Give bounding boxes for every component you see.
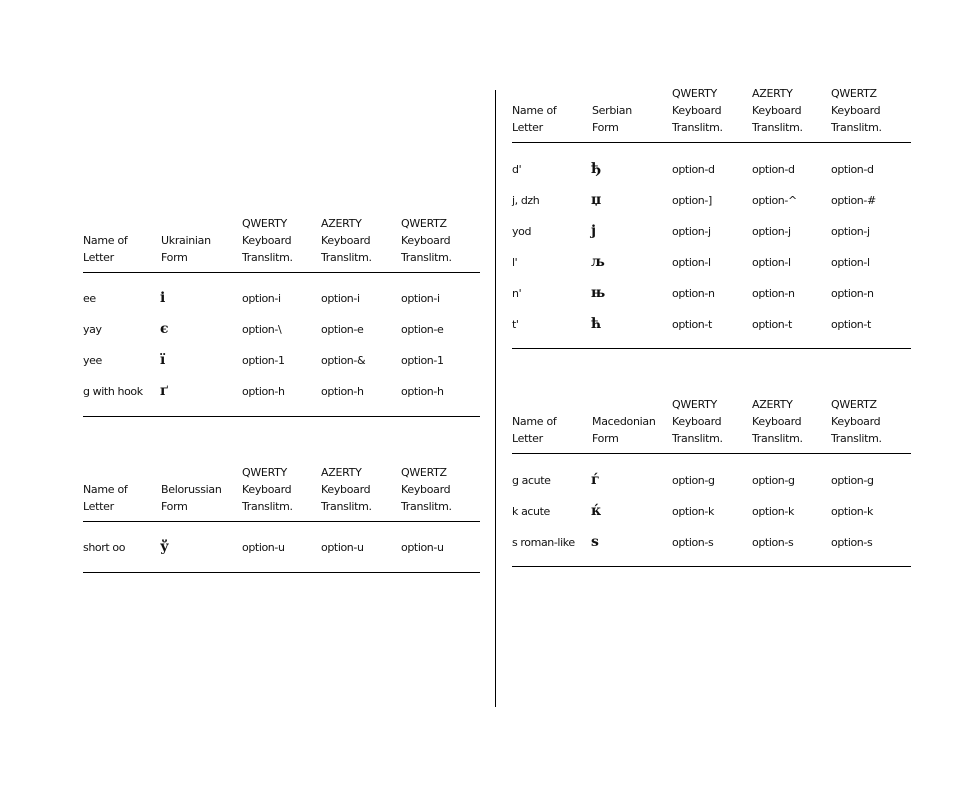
- header-name: Name of Letter: [83, 483, 128, 513]
- qwerty-key: option-k: [672, 505, 714, 518]
- letter-name: g with hook: [83, 385, 143, 398]
- header-name: Name of Letter: [512, 104, 557, 134]
- qwertz-key: option-g: [831, 474, 874, 487]
- qwerty-key: option-g: [672, 474, 715, 487]
- table-row: [83, 384, 480, 404]
- azerty-key: option-t: [752, 318, 792, 331]
- footer-rule: [83, 416, 480, 417]
- azerty-key: option-l: [752, 256, 791, 269]
- qwertz-key: option-s: [831, 536, 873, 549]
- qwertz-key: option-1: [401, 354, 444, 367]
- letter-form: ў: [160, 539, 169, 555]
- header-qwertz: QWERTZ Keyboard Translitm.: [401, 466, 452, 513]
- table-header: [83, 210, 480, 272]
- table-row: [83, 540, 480, 560]
- qwertz-key: option-t: [831, 318, 871, 331]
- qwerty-key: option-t: [672, 318, 712, 331]
- header-rule: [512, 142, 911, 143]
- letter-name: j, dzh: [512, 194, 540, 207]
- azerty-key: option-h: [321, 385, 364, 398]
- letter-name: g acute: [512, 474, 551, 487]
- qwertz-key: option-u: [401, 541, 444, 554]
- table-row: [512, 473, 911, 493]
- table-row: [512, 255, 911, 275]
- azerty-key: option-j: [752, 225, 791, 238]
- qwerty-key: option-]: [672, 194, 712, 207]
- letter-name: yay: [83, 323, 102, 336]
- letter-name: short oo: [83, 541, 126, 554]
- qwertz-key: option-l: [831, 256, 870, 269]
- header-rule: [83, 272, 480, 273]
- letter-form: ѕ: [591, 534, 599, 550]
- qwertz-key: option-i: [401, 292, 440, 305]
- table-header: [512, 391, 911, 453]
- header-name: Name of Letter: [83, 234, 128, 264]
- qwerty-key: option-d: [672, 163, 715, 176]
- letter-name: d': [512, 163, 522, 176]
- letter-name: k acute: [512, 505, 550, 518]
- header-form: Ukrainian Form: [161, 234, 211, 264]
- azerty-key: option-^: [752, 194, 797, 207]
- qwertz-key: option-#: [831, 194, 876, 207]
- qwertz-key: option-h: [401, 385, 444, 398]
- header-qwertz: QWERTZ Keyboard Translitm.: [401, 217, 452, 264]
- column-divider: [495, 90, 496, 707]
- qwertz-key: option-e: [401, 323, 444, 336]
- header-qwerty: QWERTY Keyboard Translitm.: [242, 466, 293, 513]
- qwertz-key: option-j: [831, 225, 870, 238]
- footer-rule: [512, 348, 911, 349]
- letter-form: ѓ: [591, 472, 600, 488]
- letter-form: і: [160, 290, 166, 306]
- qwertz-key: option-n: [831, 287, 874, 300]
- header-qwertz: QWERTZ Keyboard Translitm.: [831, 398, 882, 445]
- table-row: [512, 317, 911, 337]
- letter-name: l': [512, 256, 518, 269]
- letter-form: є: [160, 321, 169, 337]
- header-name: Name of Letter: [512, 415, 557, 445]
- table-row: [512, 286, 911, 306]
- qwerty-key: option-u: [242, 541, 285, 554]
- azerty-key: option-d: [752, 163, 795, 176]
- qwerty-key: option-h: [242, 385, 285, 398]
- letter-name: yod: [512, 225, 532, 238]
- azerty-key: option-i: [321, 292, 360, 305]
- azerty-key: option-u: [321, 541, 364, 554]
- qwertz-key: option-k: [831, 505, 873, 518]
- table-row: [512, 504, 911, 524]
- qwerty-key: option-j: [672, 225, 711, 238]
- table-header: [83, 459, 480, 521]
- letter-form: ї: [160, 352, 166, 368]
- header-azerty: AZERTY Keyboard Translitm.: [321, 466, 372, 513]
- qwerty-key: option-n: [672, 287, 715, 300]
- letter-form: њ: [591, 285, 606, 301]
- letter-form: ґ: [160, 383, 169, 399]
- table-row: [512, 535, 911, 555]
- qwerty-key: option-1: [242, 354, 285, 367]
- header-form: Macedonian Form: [592, 415, 656, 445]
- qwertz-key: option-d: [831, 163, 874, 176]
- table-row: [83, 353, 480, 373]
- letter-form: џ: [591, 192, 602, 208]
- footer-rule: [512, 566, 911, 567]
- header-rule: [83, 521, 480, 522]
- letter-form: ћ: [591, 316, 602, 332]
- qwerty-key: option-\: [242, 323, 282, 336]
- qwerty-key: option-l: [672, 256, 711, 269]
- header-azerty: AZERTY Keyboard Translitm.: [321, 217, 372, 264]
- header-azerty: AZERTY Keyboard Translitm.: [752, 87, 803, 134]
- azerty-key: option-&: [321, 354, 366, 367]
- serbian-table: [512, 80, 911, 332]
- table-row: [512, 224, 911, 244]
- azerty-key: option-s: [752, 536, 794, 549]
- table-row: [83, 322, 480, 342]
- header-azerty: AZERTY Keyboard Translitm.: [752, 398, 803, 445]
- header-form: Belorussian Form: [161, 483, 222, 513]
- azerty-key: option-g: [752, 474, 795, 487]
- header-qwerty: QWERTY Keyboard Translitm.: [242, 217, 293, 264]
- qwerty-key: option-s: [672, 536, 714, 549]
- table-row: [83, 291, 480, 311]
- azerty-key: option-k: [752, 505, 794, 518]
- header-rule: [512, 453, 911, 454]
- header-form: Serbian Form: [592, 104, 632, 134]
- letter-name: yee: [83, 354, 102, 367]
- ukrainian-table: [83, 210, 480, 399]
- letter-name: n': [512, 287, 522, 300]
- belorussian-table: [83, 459, 480, 555]
- header-qwerty: QWERTY Keyboard Translitm.: [672, 87, 723, 134]
- table-header: [512, 80, 911, 142]
- header-qwerty: QWERTY Keyboard Translitm.: [672, 398, 723, 445]
- footer-rule: [83, 572, 480, 573]
- azerty-key: option-n: [752, 287, 795, 300]
- letter-name: s roman-like: [512, 536, 575, 549]
- letter-form: ђ: [591, 161, 602, 177]
- letter-form: ј: [591, 223, 597, 239]
- azerty-key: option-e: [321, 323, 364, 336]
- table-row: [512, 162, 911, 182]
- header-qwertz: QWERTZ Keyboard Translitm.: [831, 87, 882, 134]
- table-row: [512, 193, 911, 213]
- letter-form: љ: [591, 254, 605, 270]
- macedonian-table: [512, 391, 911, 550]
- qwerty-key: option-i: [242, 292, 281, 305]
- letter-name: t': [512, 318, 519, 331]
- letter-name: ee: [83, 292, 96, 305]
- letter-form: ќ: [591, 503, 602, 519]
